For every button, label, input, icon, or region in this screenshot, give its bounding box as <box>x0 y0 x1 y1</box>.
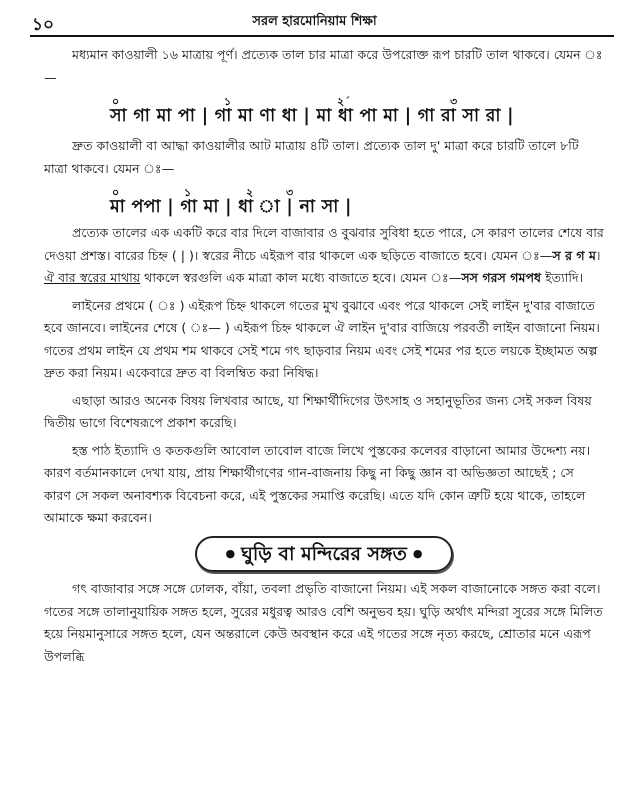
header-rule <box>30 35 614 37</box>
paragraph-sangat: গৎ বাজাবার সঙ্গে সঙ্গে ঢোলক, বাঁয়া, তবলা প্রভৃতি বাজানো নিয়ম। এই সকল বাজানোকে সঙ্গত করা বলে। গতের সঙ্গে তালানুযায়িক সঙ্গত হলে, সুরের মধুরত্ব আরও বেশি অনুভব হয়। ঘুড়ি অর্থাৎ মন্দিরা সুরের সঙ্গে মিলিত হয়ে নিয়মানুসারে সঙ্গত হলে, যেন অন্তরালে কেউ অবস্থান করে এই গতের সঙ্গে নৃত্য করছে, শ্রোতার মনে এরূপ উপলব্ধি <box>44 581 603 664</box>
paragraph-text: ইত্যাদি। <box>541 270 584 285</box>
page-body <box>44 44 604 668</box>
paragraph-second-part: এছাড়া আরও অনেক বিষয় লিখবার আছে, যা শিক্ষার্থীদিগের উৎসাহ ও সহানুভূতির জন্য সেই সকল বিষয় দ্বিতীয় ভাগে বিশেষরূপে প্রকাশ করেছি। <box>44 392 592 430</box>
tala-mark: ৩ <box>286 186 294 199</box>
notation-example-druta <box>44 182 604 222</box>
example-notation: স র গ ম <box>552 247 597 263</box>
tala-mark: ১ <box>224 95 232 108</box>
section-heading <box>195 536 452 573</box>
running-title: সরল হারমোনিয়াম শিক্ষা <box>252 14 377 29</box>
page-header <box>0 6 629 34</box>
notation-line: মা পপা | গা মা | ধা া | না সা | <box>110 197 352 217</box>
paragraph-text: থাকলে স্বরগুলি এক মাত্রা কাল মধ্যে বাজাতে হবে। যেমন ঃ— <box>140 270 462 285</box>
tala-mark: ০ <box>112 186 120 199</box>
page-number: ১০ <box>32 15 55 35</box>
section-heading-wrap <box>44 536 604 573</box>
bullet-icon: ● <box>412 547 423 560</box>
paragraph-line-signs: লাইনের প্রথমে ( ঃ ) এইরূপ চিহ্ন থাকলে গতের মুখ বুঝাবে এবং পরে থাকলে সেই লাইন দু'বার বাজাতে হবে জানবে। লাইনের শেষে ( ঃ— ) এইরূপ চিহ্ন থাকলে ঐ লাইন দু'বার বাজিয়ে পরবর্তী লাইন বাজানো নিয়ম। গতের প্রথম লাইন যে প্রথম শম থাকবে সেই শমে গৎ ছাড়বার নিয়ম এবং সেই শমের পর হতে লয়কে ইচ্ছামত অল্প দ্রুত করা নিয়ম। একেবারে দ্রুত বা বিলম্বিত করা নিষিদ্ধ। <box>44 297 600 380</box>
paragraph-druta-kawali: দ্রুত কাওয়ালী বা আদ্ধা কাওয়ালীর আট মাত্রায় ৪টি তাল। প্রত্যেক তাল দু' মাত্রা করে চারটি তালে ৮টি মাত্রা থাকবে। যেমন ঃ— <box>44 138 579 176</box>
tala-mark: ১ <box>184 186 192 199</box>
notation-line: সা গা মা পা | গা মা ণা ধা | মা ধা পা মা | গা রা সা রা | <box>110 106 514 126</box>
paragraph-text: প্রত্যেক তালের এক একটি করে বার দিলে বাজাবার ও বুঝবার সুবিধা হতে পারে, সে কারণ তালের শেষে বার দেওয়া প্রশস্ত। বারের চিহ্ন ( | )। স্বরের নীচে এইরূপ বার থাকলে এক ছড়িতে বাজাতে হবে। যেমন ঃ— <box>44 225 604 263</box>
underlined-text: ঐ বার স্বরের মাথায় <box>44 270 141 285</box>
example-notation: সস গরস গমপধ <box>461 270 542 285</box>
section-heading-text: ঘুড়ি বা মন্দিরের সঙ্গত <box>241 542 407 565</box>
paragraph-madhyaman-kawali: মধ্যমান কাওয়ালী ১৬ মাত্রায় পূর্ণ। প্রত্যেক তাল চার মাত্রা করে উপরোক্ত রূপ চারটি তাল থাকবে। যেমন ঃ— <box>44 47 603 85</box>
tala-mark: ২´ <box>337 95 351 108</box>
notation-example-madhyaman <box>44 91 604 135</box>
tala-mark: ০ <box>112 95 120 108</box>
paragraph-conclusion: হস্ত পাঠ ইত্যাদি ও কতকগুলি আবোল তাবোল বাজে লিখে পুস্তকের কলেবর বাড়ানো আমার উদ্দেশ্য নয়। কারণ বর্তমানকালে দেখা যায়, প্রায় শিক্ষার্থীগণের গান-বাজনায় কিছু না কিছু জ্ঞান বা অভিজ্ঞতা আছেই ; সে কারণ সে সকল অনাবশ্যক বিবেচনা করে, এই পুস্তকের সমাপ্তি করেছি। এতে যদি কোন ত্রুটি হয়ে থাকে, তাহলে আমাকে ক্ষমা করবেন। <box>44 442 591 525</box>
tala-mark: ২ <box>246 186 254 199</box>
paragraph-bar-sign <box>44 222 604 290</box>
tala-mark: ৩ <box>450 95 458 108</box>
paragraph-text: । <box>596 247 601 263</box>
bullet-icon: ● <box>225 547 236 560</box>
